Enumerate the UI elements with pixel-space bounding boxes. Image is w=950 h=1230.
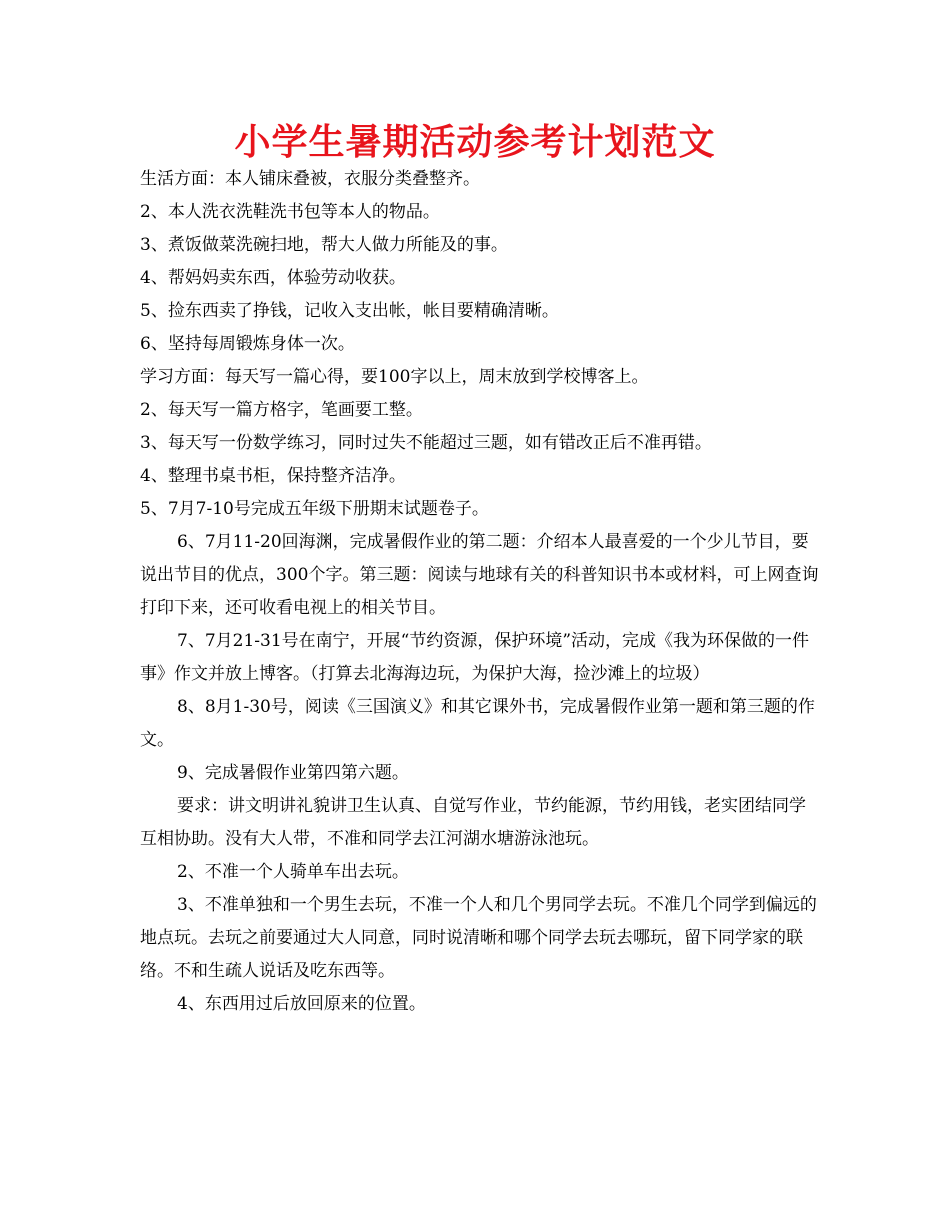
paragraph-life: 生活方面：本人铺床叠被，衣服分类叠整齐。 [140,169,480,189]
paragraph-study-9: 9、完成暑假作业第四第六题。 [177,763,409,783]
paragraph-life-3: 3、煮饭做菜洗碗扫地，帮大人做力所能及的事。 [140,235,508,255]
paragraph-study-4: 4、整理书桌书柜，保持整齐洁净。 [140,466,406,486]
paragraph-study-3: 3、每天写一份数学练习，同时过失不能超过三题，如有错改正后不准再错。 [140,433,712,453]
document-title: 小学生暑期活动参考计划范文 [234,122,716,163]
paragraph-requirements-2: 2、不准一个人骑单车出去玩。 [177,862,409,882]
paragraph-life-6: 6、坚持每周锻炼身体一次。 [140,334,355,354]
paragraph-requirements-3: 3、不准单独和一个男生去玩，不准一个人和几个男同学去玩。不准几个同学到偏远的地点玩。去玩之前要通过大人同意，同时说清晰和哪个同学去玩去哪玩，留下同学家的联络。不和生疏人说话及吃东西等。 [140,895,817,981]
paragraph-study-7: 7、7月21-31号在南宁，开展“节约资源，保护环境”活动，完成《我为环保做的一件事》作文并放上博客。（打算去北海海边玩，为保护大海，捡沙滩上的垃圾） [140,631,810,684]
paragraph-life-2: 2、本人洗衣洗鞋洗书包等本人的物品。 [140,202,440,222]
paragraph-requirements: 要求：讲文明讲礼貌讲卫生认真、自觉写作业，节约能源，节约用钱，老实团结同学互相协助。没有大人带，不准和同学去江河湖水塘游泳池玩。 [140,796,806,849]
paragraph-requirements-4: 4、东西用过后放回原来的位置。 [177,994,426,1014]
paragraph-study-6: 6、7月11-20回海渊，完成暑假作业的第二题：介绍本人最喜爱的一个少儿节目，要说出节目的优点，300个字。第三题：阅读与地球有关的科普知识书本或材料，可上网查询打印下来，还可收看电视上的相关节目。 [140,532,819,618]
paragraph-study-2: 2、每天写一篇方格字，笔画要工整。 [140,400,423,420]
paragraph-study-5: 5、7月7-10号完成五年级下册期末试题卷子。 [140,499,489,519]
document-body [140,163,820,1021]
paragraph-life-4: 4、帮妈妈卖东西，体验劳动收获。 [140,268,406,288]
paragraph-study-8: 8、8月1-30号，阅读《三国演义》和其它课外书，完成暑假作业第一题和第三题的作文。 [140,697,815,750]
paragraph-study: 学习方面：每天写一篇心得，要100字以上，周末放到学校博客上。 [140,367,649,387]
paragraph-life-5: 5、捡东西卖了挣钱，记收入支出帐，帐目要精确清晰。 [140,301,559,321]
